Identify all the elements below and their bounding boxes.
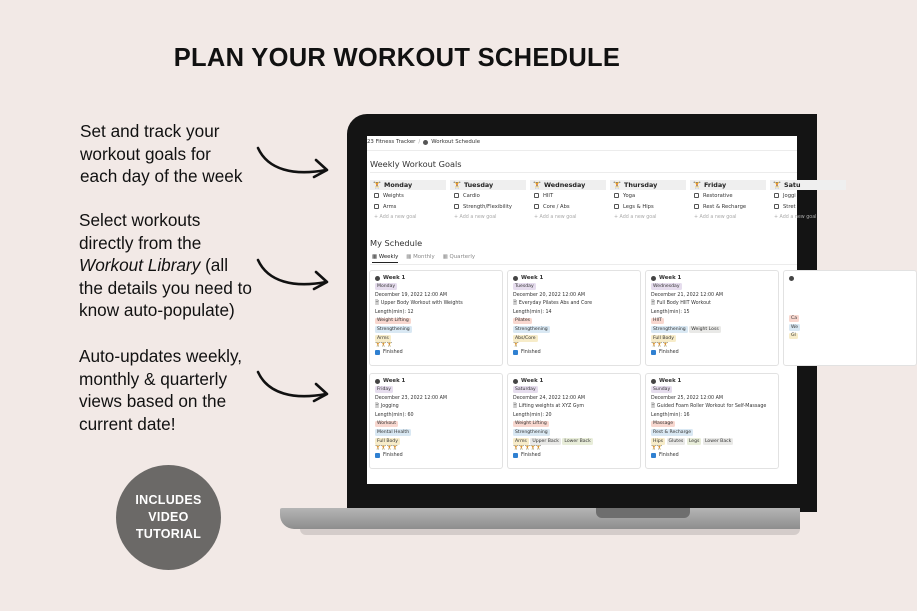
day-header [610,180,686,190]
checkbox[interactable] [374,193,379,198]
day-tag: Saturday [515,386,536,392]
length-text: Length(min): 20 [513,412,552,418]
divider [370,172,797,173]
week-label: Week 1 [383,275,406,281]
workout-link[interactable]: Upper Body Workout with Weights [380,301,463,307]
feature-line: monthly & quarterly [79,368,228,389]
tab-label: Weekly [378,254,399,260]
goal-label: Joggi [783,192,796,199]
finished-label: Finished [383,453,403,458]
day-goal-column [690,180,766,222]
schedule-card-partial[interactable] [783,270,917,366]
checkbox[interactable] [694,204,699,209]
feature-line: Set and track your [80,121,220,141]
feature-line [79,254,252,277]
goal-item[interactable] [774,190,846,201]
goal-item[interactable] [614,190,686,201]
dumbbell-icon: 🏋 [453,181,461,189]
week-icon [789,276,794,281]
goal-item[interactable] [534,190,606,201]
feature-line: each day of the week [80,166,243,187]
feature-line: directly from the [79,232,202,253]
feature-text-library [79,209,252,322]
page-icon: 🗎 [513,300,517,306]
dumbbell-icon: 🏋 [773,181,781,189]
goal-item[interactable] [454,201,526,212]
day-header [450,180,526,190]
date-text: December 20, 2022 12:00 AM [513,292,586,298]
arrow-right-icon [254,256,334,296]
target-tag: Mental Health [377,429,410,435]
add-goal-button[interactable]: + Add a new goal [694,214,737,220]
day-header [370,180,446,190]
day-tag: Sunday [653,386,671,392]
goal-item[interactable] [534,201,606,212]
goal-item[interactable] [374,201,446,212]
arrow-right-icon [254,368,334,408]
target-tag: Strengthening [515,326,548,332]
day-tag: Wednesday [653,283,680,289]
week-icon [651,276,656,281]
workout-link[interactable]: Lifting weights at XYZ Gym [518,404,585,410]
date-text: December 24, 2022 12:00 AM [513,395,586,401]
feature-text-views [79,345,242,435]
goal-label: Restorative [703,192,733,199]
schedule-heading: My Schedule [370,238,423,248]
goal-label: Legs & Hips [623,203,654,210]
checkbox[interactable] [774,204,779,209]
page-icon: 🗎 [375,300,379,306]
type-tag: Weight Lifting [377,318,409,324]
workout-link[interactable]: Everyday Pilates Abs and Core [518,301,593,307]
area-tag: Arms [515,438,527,444]
feature-line: workout goals for [80,143,211,164]
day-goal-column [770,180,846,222]
page-icon: 🗎 [375,403,379,409]
tab-quarterly[interactable]: ▦ Quarterly [442,254,476,260]
checkbox[interactable] [534,193,539,198]
area-tag: Hips [653,438,664,444]
day-goal-column [450,180,526,222]
finished-checkbox[interactable] [375,350,380,355]
workout-link[interactable]: Guided Foam Roller Workout for Self-Massage [656,404,767,410]
area-tag: Full Body [653,335,674,341]
add-goal-button[interactable]: + Add a new goal [374,214,417,220]
workout-link[interactable]: Full Body HIIT Workout [656,301,711,307]
day-goal-column [370,180,446,222]
finished-label: Finished [383,350,403,355]
finished-label: Finished [521,453,541,458]
day-name: Tuesday [463,181,494,189]
checkbox[interactable] [694,193,699,198]
goal-item[interactable] [774,201,846,212]
length-text: Length(min): 16 [651,412,690,418]
page-icon: 🗎 [651,300,655,306]
area-tag: Legs [688,438,700,444]
week-icon [375,379,380,384]
type-tag: Massage [653,421,674,427]
day-header [690,180,766,190]
week-icon [651,379,656,384]
finished-label: Finished [659,350,679,355]
workout-library-emphasis: Workout Library [79,255,201,276]
dumbbell-icon: 🏋 [693,181,701,189]
goal-label: Strength/Flexibility [463,203,512,210]
day-goal-column [530,180,606,222]
video-tutorial-badge [116,465,221,570]
day-goal-column [610,180,686,222]
goal-item[interactable] [694,201,766,212]
goal-label: Core / Abs [543,203,570,210]
rating-icons: 🏋🏋🏋🏋 [375,446,398,451]
area-tag: Lower Back [704,438,732,444]
checkbox[interactable] [534,204,539,209]
feature-line: the details you need to [79,277,252,298]
feature-line: know auto-populate) [79,300,235,321]
day-tag: Tuesday [515,283,534,289]
area-tag: Upper Back [532,438,559,444]
finished-checkbox[interactable] [375,453,380,458]
checkbox[interactable] [614,193,619,198]
week-label: Week 1 [521,275,544,281]
tab-weekly[interactable]: ▦ Weekly [372,254,398,263]
checkbox[interactable] [454,193,459,198]
rating-icons: 🏋🏋 [651,446,663,451]
week-label: Week 1 [521,378,544,384]
area-tag: Glutes [668,438,684,444]
week-icon [513,379,518,384]
finished-label: Finished [659,453,679,458]
schedule-card[interactable] [507,270,641,366]
rating-icons: 🏋 [513,343,519,348]
area-tag: Lower Back [564,438,591,444]
day-name: Thursday [623,181,658,189]
goal-label: Arms [383,203,397,210]
tab-monthly[interactable]: ▦ Monthly [406,254,435,260]
feature-line-rest: (all [200,255,229,276]
goal-label: Yoga [623,192,636,199]
page-icon: 🗎 [513,403,517,409]
target-tag: Strengthening [377,326,410,332]
goal-label: Weights [383,192,404,199]
type-tag: Pilates [515,318,531,324]
view-tabs [372,254,475,263]
length-text: Length(min): 15 [651,309,690,315]
badge-line: VIDEO [148,510,189,524]
date-text: December 19, 2022 12:00 AM [375,292,448,298]
target-tag: Weight Loss [691,326,719,332]
breadcrumb-separator: / [418,139,421,145]
feature-line: Select workouts [79,210,201,230]
breadcrumb [367,139,480,145]
feature-text-goals [80,120,242,188]
schedule-card[interactable] [645,373,779,469]
date-text: December 21, 2022 12:00 AM [651,292,724,298]
target-tag: We [791,324,799,330]
day-name: Friday [703,181,727,189]
area-tag: Gl [791,333,796,339]
length-text: Length(min): 60 [375,412,414,418]
type-tag: Workout [377,421,396,427]
day-tag: Monday [377,283,396,289]
finished-checkbox[interactable] [513,453,518,458]
dumbbell-icon: 🏋 [533,181,541,189]
workout-link[interactable]: Jogging [380,404,399,410]
add-goal-button[interactable]: + Add a new goal [614,214,657,220]
page-icon [423,140,428,145]
goal-label: Stret [783,203,796,210]
target-tag: Strengthening [515,429,548,435]
checkbox[interactable] [374,204,379,209]
finished-checkbox[interactable] [513,350,518,355]
date-text: December 25, 2022 12:00 AM [651,395,724,401]
day-tag: Friday [377,386,391,392]
day-name: Monday [383,181,413,189]
laptop-shadow [300,529,800,535]
tab-label: Monthly [413,254,435,260]
checkbox[interactable] [614,204,619,209]
app-screen [367,136,817,484]
day-header [530,180,606,190]
day-header [770,180,846,190]
area-tag: Full Body [377,438,398,444]
arrow-right-icon [254,142,334,182]
week-label: Week 1 [383,378,406,384]
rating-icons: 🏋🏋🏋🏋🏋 [513,446,542,451]
week-label: Week 1 [659,275,682,281]
finished-checkbox[interactable] [651,350,656,355]
date-text: December 23, 2022 12:00 AM [375,395,448,401]
day-name: Satu [783,181,801,189]
day-name: Wednesday [543,181,586,189]
area-tag: Arms [377,335,389,341]
dumbbell-icon: 🏋 [373,181,381,189]
target-tag: Rest & Recharge [653,429,692,435]
goal-item[interactable] [374,190,446,201]
goal-item[interactable] [454,190,526,201]
add-goal-button[interactable]: + Add a new goal [534,214,577,220]
laptop-base [280,508,800,529]
target-tag: Strengthening [653,326,686,332]
badge-line: TUTORIAL [135,527,202,541]
schedule-card[interactable] [369,270,503,366]
finished-label: Finished [521,350,541,355]
add-goal-button[interactable]: + Add a new goal [774,214,817,220]
goal-item[interactable] [614,201,686,212]
laptop-notch [596,508,690,518]
goals-heading: Weekly Workout Goals [370,159,462,169]
checkbox[interactable] [454,204,459,209]
badge-line: INCLUDES [135,493,202,507]
week-icon [513,276,518,281]
week-label: Week 1 [659,378,682,384]
feature-line: Auto-updates weekly, [79,346,243,366]
area-tag: Abs/Core [515,335,536,341]
page-icon: 🗎 [651,403,655,409]
week-icon [375,276,380,281]
goal-label: HIIT [543,192,554,199]
page-title: PLAN YOUR WORKOUT SCHEDULE [173,44,621,72]
breadcrumb-current[interactable]: Workout Schedule [431,139,481,145]
add-goal-button[interactable]: + Add a new goal [454,214,497,220]
length-text: Length(min): 14 [513,309,552,315]
type-tag: Ca [791,315,798,321]
dumbbell-icon: 🏋 [613,181,621,189]
schedule-card[interactable] [507,373,641,469]
finished-checkbox[interactable] [651,453,656,458]
goal-label: Rest & Recharge [703,203,747,210]
feature-line: views based on the [79,391,227,412]
length-text: Length(min): 12 [375,309,414,315]
goal-item[interactable] [694,190,766,201]
breadcrumb-parent[interactable]: 23 Fitness Tracker [367,139,416,145]
type-tag: HIIT [653,318,662,324]
checkbox[interactable] [774,193,779,198]
rating-icons: 🏋🏋🏋 [375,343,393,348]
rating-icons: 🏋🏋🏋 [651,343,669,348]
tab-label: Quarterly [449,254,476,260]
divider [370,264,797,265]
goal-label: Cardio [463,192,480,199]
schedule-card[interactable] [645,270,779,366]
schedule-card[interactable] [369,373,503,469]
feature-line: current date! [79,413,176,434]
type-tag: Weight Lifting [515,421,547,427]
divider [367,150,797,151]
